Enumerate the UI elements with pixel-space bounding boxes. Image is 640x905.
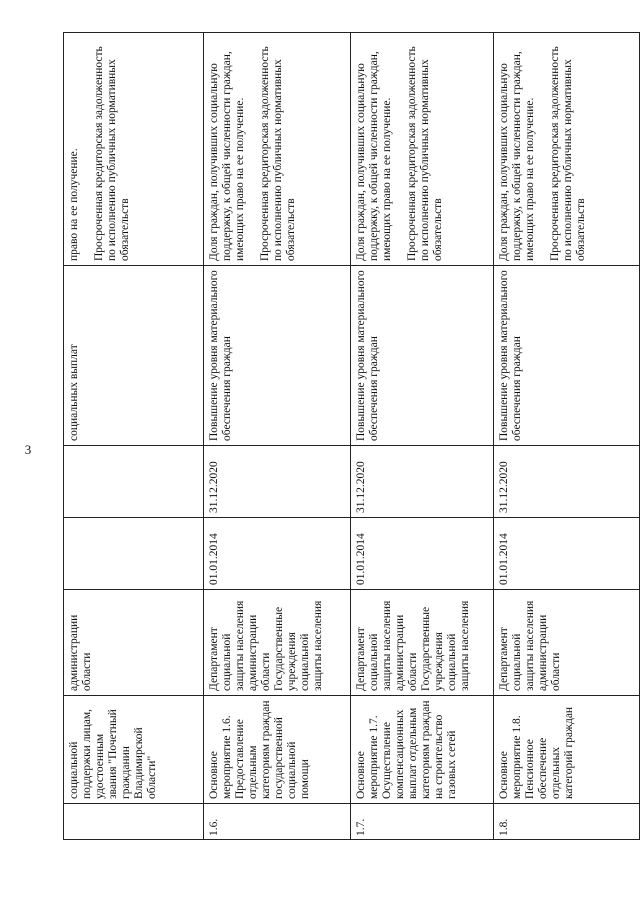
rotated-table-wrapper (63, 33, 603, 840)
page-number: 3 (24, 442, 32, 457)
start-date (64, 518, 204, 590)
executor: Департамент социальной защиты населения администрации области (494, 590, 640, 696)
measure-name: Основное мероприятие 1.6. Предоставление отдельным категориям граждан государственной социальной помощи (204, 696, 351, 804)
table-row (494, 33, 640, 840)
measure-name: Основное мероприятие 1.7. Осуществление компенсационных выплат отдельным категориям граждан на строительство газовых сетей (351, 696, 494, 804)
indicator-debt: Просроченная кредиторская задолженность по исполнению публичных нормативных обязательств (259, 46, 297, 261)
row-number: 1.7. (351, 804, 494, 840)
end-date (64, 446, 204, 518)
measure-name: социальной поддержки лицам, удостоенным звания "Почетный гражданин Владимирской области" (64, 696, 204, 804)
expected-result: Повышение уровня материального обеспечения граждан (351, 266, 494, 446)
indicator-share: Доля граждан, получивших социальную поддержку, к общей численности граждан, имеющих право на ее получение. (498, 51, 536, 261)
start-date: 01.01.2014 (494, 518, 640, 590)
indicator-debt: Просроченная кредиторская задолженность по исполнению публичных нормативных обязательств (549, 46, 587, 261)
row-number: 1.6. (204, 804, 351, 840)
row-number (64, 804, 204, 840)
start-date: 01.01.2014 (204, 518, 351, 590)
indicators (351, 33, 494, 266)
indicator-share: право на ее получение. (68, 148, 80, 261)
indicator-debt: Просроченная кредиторская задолженность по исполнению публичных нормативных обязательств (406, 46, 444, 261)
expected-result: Повышение уровня материального обеспечения граждан (204, 266, 351, 446)
expected-result: социальных выплат (64, 266, 204, 446)
table-row (204, 33, 351, 840)
executor: Департамент социальной защиты населения администрации области Государственные учреждения социальной защиты населения (204, 590, 351, 696)
measure-name: Основное мероприятие 1.8. Пенсионное обеспечение отдельных категорий граждан (494, 696, 640, 804)
program-table (63, 32, 640, 840)
indicator-debt: Просроченная кредиторская задолженность по исполнению публичных нормативных обязательств (93, 46, 131, 261)
indicator-share: Доля граждан, получивших социальную поддержку, к общей численности граждан, имеющих право на ее получение. (208, 51, 246, 261)
table-row (64, 33, 204, 840)
start-date: 01.01.2014 (351, 518, 494, 590)
indicators (494, 33, 640, 266)
expected-result: Повышение уровня материального обеспечения граждан (494, 266, 640, 446)
end-date: 31.12.2020 (494, 446, 640, 518)
end-date: 31.12.2020 (204, 446, 351, 518)
indicators (204, 33, 351, 266)
table-row (351, 33, 494, 840)
indicators (64, 33, 204, 266)
executor: администрации области (64, 590, 204, 696)
row-number: 1.8. (494, 804, 640, 840)
indicator-share: Доля граждан, получивших социальную поддержку, к общей численности граждан, имеющих право на ее получение. (355, 51, 393, 261)
end-date: 31.12.2020 (351, 446, 494, 518)
executor: Департамент социальной защиты населения администрации области Государственные учреждения социальной защиты населения (351, 590, 494, 696)
